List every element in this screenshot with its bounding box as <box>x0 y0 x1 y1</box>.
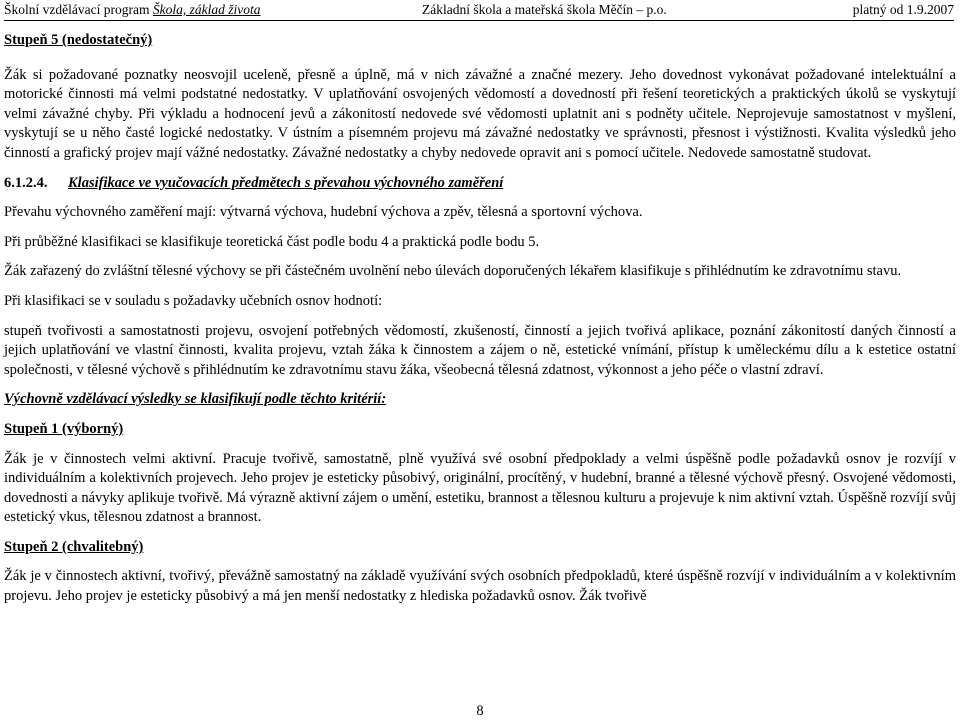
step2-heading <box>4 538 956 558</box>
special-pe-paragraph: Žák zařazený do zvláštní tělesné výchovy se při částečném uvolnění nebo úlevách doporučených lékařem klasifikuje s přihlédnutím ke zdravotnímu stavu. <box>4 263 902 280</box>
outcomes-heading: Výchovně vzdělávací výsledky se klasifikují podle těchto kritérií: <box>4 391 387 408</box>
section-heading <box>4 174 956 194</box>
page-header <box>4 2 954 21</box>
section-title: Klasifikace ve vyučovacích předmětech s převahou výchovného zaměření <box>68 174 504 191</box>
valid-from: platný od 1.9.2007 <box>852 2 954 17</box>
step1-heading <box>4 420 956 440</box>
step5-title: Stupeň 5 (nedostatečný) <box>4 32 153 48</box>
step2-title: Stupeň 2 (chvalitebný) <box>4 538 144 555</box>
ongoing-paragraph: Při průběžné klasifikaci se klasifikuje teoretická část podle bodu 4 a praktická podle bodu 5. <box>4 233 540 250</box>
page-number: 8 <box>476 703 484 719</box>
curriculum-paragraph: Při klasifikaci se v souladu s požadavky učebních osnov hodnotí: <box>4 292 383 309</box>
step1-paragraph: Žák je v činnostech velmi aktivní. Pracuje tvořivě, samostatně, plně využívá své osobní předpoklady a velmi úspěšně podle požadavků osnov je rozvíjí v individuálním a kolektivních projevech. Jeho projev je esteticky působivý, originální, procítěný, v hudební, branné a tělesné výchově přesný. Osvojené vědomosti, dovednosti a návyky aplikuje tvořivě. Má výrazně aktivní zájem o umění, estetiku, brannost a tělesnou kulturu a projevuje k nim aktivní vztah. Úspěšně rozvíjí svůj estetický vkus, tělesnou zdatnost a brannost. <box>4 450 956 526</box>
step5-paragraph: Žák si požadované poznatky neosvojil uceleně, přesně a úplně, má v nich závažné a značné mezery. Jeho dovednost vykonávat požadované intelektuální a motorické činnosti má velmi podstatné nedostatky. V uplatňování osvojených vědomostí a dovedností při řešení teoretických a praktických úkolů se vyskytují velmi závažné chyby. Při výkladu a hodnocení jevů a zákonitostí nedovede své vědomosti uplatnit ani s podněty učitele. Neprojevuje samostatnost v myšlení, vyskytují se u něho časté logické nedostatky. V ústním a písemném projevu má závažné nedostatky ve správnosti, přesnost i výstižnosti. Kvalita výsledků jeho činností a grafický projev mají vážné nedostatky. Závažné nedostatky a chyby nedovede opravit ani s pomocí učitele. Nedovede samostatně studovat. <box>4 66 956 161</box>
program-label <box>4 2 260 18</box>
program-prefix: Školní vzdělávací program <box>4 2 153 17</box>
document-body <box>4 31 956 607</box>
criteria-paragraph: stupeň tvořivosti a samostatnosti projevu, osvojení potřebných vědomostí, zkušeností, činností a jejich tvořivá aplikace, poznání zákonitostí daných činností a jejich uplatňování ve vlastní činnosti, kvalita projevu, vztah žáka k činnostem a zájem o ně, estetické vnímání, přístup k uměleckému dílu a k estetice ostatní společnosti, v tělesné výchově s přihlédnutím ke zdravotnímu stavu žáka, všeobecná tělesná zdatnost, výkonnost a jeho péče o vlastní zdraví. <box>4 322 956 378</box>
section-number: 6.1.2.4. <box>4 174 48 191</box>
subjects-paragraph: Převahu výchovného zaměření mají: výtvarná výchova, hudební výchova a zpěv, tělesná a sportovní výchova. <box>4 204 643 221</box>
step5-heading <box>4 31 956 51</box>
step2-paragraph: Žák je v činnostech aktivní, tvořivý, převážně samostatný na základě využívání svých osobních předpokladů, které úspěšně rozvíjí v individuálním a v kolektivním projevu. Jeho projev je esteticky působivý a má jen menší nedostatky z hlediska požadavků osnov. Žák tvořivě <box>4 568 956 605</box>
step1-title: Stupeň 1 (výborný) <box>4 420 124 437</box>
school-name: Základní škola a mateřská škola Měčín – p.o. <box>422 2 667 17</box>
program-name: Škola, základ života <box>152 2 261 17</box>
